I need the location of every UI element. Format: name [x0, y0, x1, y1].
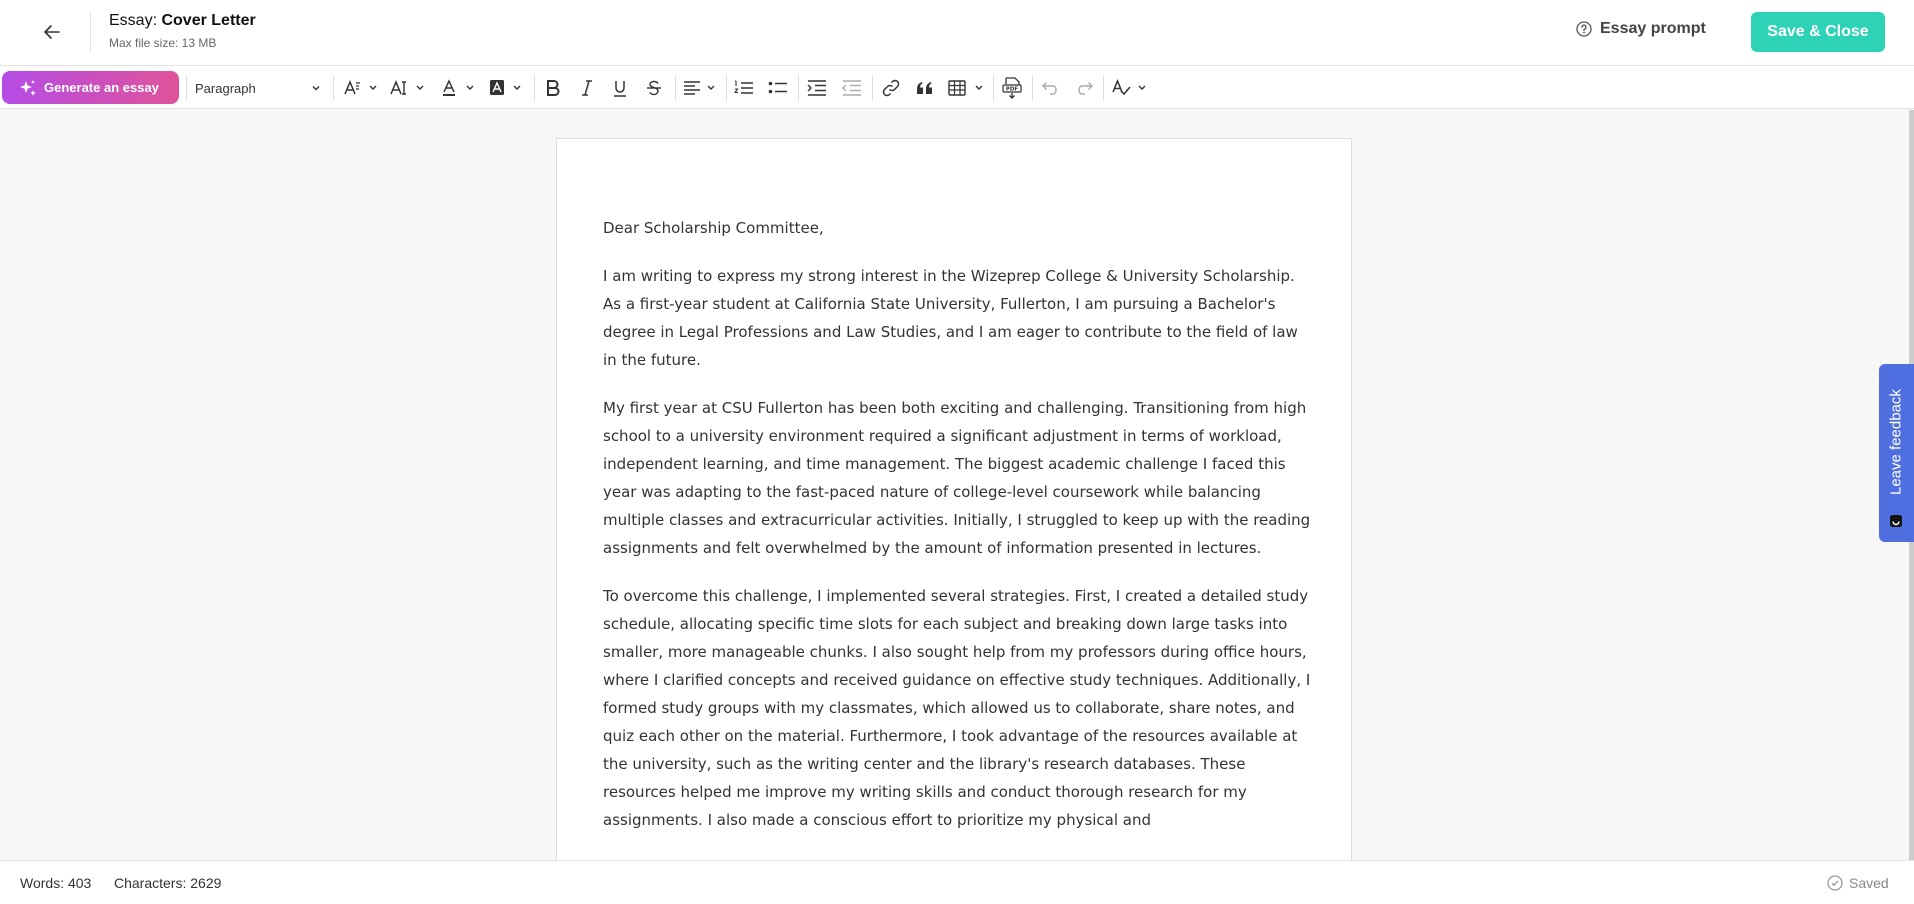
arrow-left-icon [43, 23, 61, 41]
font-family-icon [343, 79, 381, 97]
undo-button[interactable] [1040, 75, 1062, 101]
back-button[interactable] [36, 16, 68, 48]
editor-toolbar [0, 66, 1914, 109]
bullet-list-icon [768, 80, 788, 96]
header-divider [90, 12, 91, 52]
highlight-color-icon [489, 79, 525, 97]
paragraph: My first year at CSU Fullerton has been both exciting and challenging. Transitioning from high school to a university environment required a significant adjustment in terms of workload, independent learning, and time management. The biggest academic challenge I faced this year was adapting to the fast-paced nature of college-level coursework while balancing multiple classes and extracurricular activities. Initially, I struggled to keep up with the reading assignments and felt overwhelmed by the amount of information presented in lectures. [603, 399, 1311, 557]
spellcheck-icon [1112, 79, 1150, 97]
check-circle-icon [1827, 875, 1843, 891]
underline-icon [613, 80, 627, 97]
character-count: Characters: 2629 [114, 875, 222, 891]
essay-prompt-button[interactable] [1576, 20, 1706, 38]
undo-icon [1042, 81, 1060, 95]
feedback-icon [1889, 514, 1903, 528]
indent-icon [807, 80, 827, 96]
status-bar [0, 860, 1914, 904]
chevron-down-icon [311, 83, 321, 93]
text-color-button[interactable] [442, 75, 478, 101]
paragraph: I am writing to express my strong interest in the Wizeprep College & University Scholarship. As a first-year student at California State University, Fullerton, I am pursuing a Bachelor's degree in Legal Professions and Law Studies, and I am eager to contribute to the field of law in the future. [603, 267, 1298, 369]
greeting-line: Dear Scholarship Committee, [603, 219, 824, 237]
toolbar-divider [1103, 76, 1104, 100]
paragraph: To overcome this challenge, I implemented several strategies. First, I created a detailed study schedule, allocating specific time slots for each subject and breaking down large tasks into smaller, more manageable chunks. I also sought help from my professors during office hours, where I clarified concepts and received guidance on effective study techniques. Additionally, I formed study groups with my classmates, which allowed us to collaborate, share notes, and quiz each other on the material. Furthermore, I took advantage of the resources available at the university, such as the writing center and the library's research databases. These resources helped me improve my writing skills and conduct thorough research for my assignments. I also made a conscious effort to prioritize my physical and [603, 587, 1311, 829]
link-button[interactable] [880, 75, 902, 101]
numbered-list-button[interactable] [733, 75, 755, 101]
save-status [1827, 875, 1889, 891]
toolbar-divider [675, 76, 676, 100]
highlight-color-button[interactable] [489, 75, 525, 101]
toolbar-divider [1032, 76, 1033, 100]
save-close-button[interactable]: Save & Close [1751, 12, 1885, 52]
leave-feedback-tab[interactable] [1879, 364, 1914, 542]
help-circle-icon [1576, 21, 1592, 37]
export-pdf-button[interactable] [1000, 75, 1024, 101]
sparkle-icon [18, 78, 38, 98]
title-block [109, 12, 256, 50]
toolbar-divider [534, 76, 535, 100]
font-size-icon [390, 79, 428, 97]
outdent-icon [842, 80, 862, 96]
toolbar-divider [872, 76, 873, 100]
align-left-icon [683, 80, 721, 96]
page-title [109, 12, 256, 30]
quote-icon [916, 81, 934, 95]
essay-prompt-label: Essay prompt [1600, 20, 1706, 37]
redo-icon [1075, 81, 1093, 95]
align-button[interactable] [683, 75, 721, 101]
document-body[interactable] [603, 214, 1313, 854]
editor-page[interactable] [556, 138, 1352, 860]
title-name: Cover Letter [161, 12, 256, 29]
toolbar-divider [993, 76, 994, 100]
text-color-icon [442, 79, 478, 97]
numbered-list-icon [734, 80, 754, 96]
font-family-button[interactable] [343, 75, 381, 101]
toolbar-divider [186, 76, 187, 100]
svg-text:PDF: PDF [1005, 86, 1019, 93]
blockquote-button[interactable] [914, 75, 936, 101]
bold-button[interactable] [542, 75, 564, 101]
generate-essay-button[interactable] [2, 71, 179, 104]
generate-essay-label: Generate an essay [44, 80, 159, 95]
leave-feedback-label: Leave feedback [1887, 389, 1905, 495]
indent-button[interactable] [806, 75, 828, 101]
word-count: Words: 403 [20, 875, 92, 891]
toolbar-divider [726, 76, 727, 100]
toolbar-divider [798, 76, 799, 100]
block-format-select[interactable] [195, 76, 325, 100]
strikethrough-icon [646, 80, 662, 96]
redo-button[interactable] [1073, 75, 1095, 101]
spellcheck-button[interactable] [1112, 75, 1150, 101]
bold-icon [546, 80, 560, 96]
save-status-label: Saved [1849, 875, 1889, 891]
font-size-button[interactable] [390, 75, 428, 101]
block-format-value: Paragraph [195, 80, 256, 96]
italic-button[interactable] [576, 75, 598, 101]
table-button[interactable] [948, 75, 988, 101]
strikethrough-button[interactable] [643, 75, 665, 101]
header [0, 0, 1914, 66]
toolbar-divider [333, 76, 334, 100]
pdf-icon [1001, 77, 1023, 99]
table-icon [948, 80, 988, 96]
italic-icon [580, 80, 594, 96]
underline-button[interactable] [609, 75, 631, 101]
link-icon [882, 79, 900, 97]
bullet-list-button[interactable] [767, 75, 789, 101]
file-size-note: Max file size: 13 MB [109, 36, 217, 50]
title-prefix: Essay: [109, 12, 162, 29]
outdent-button[interactable] [841, 75, 863, 101]
